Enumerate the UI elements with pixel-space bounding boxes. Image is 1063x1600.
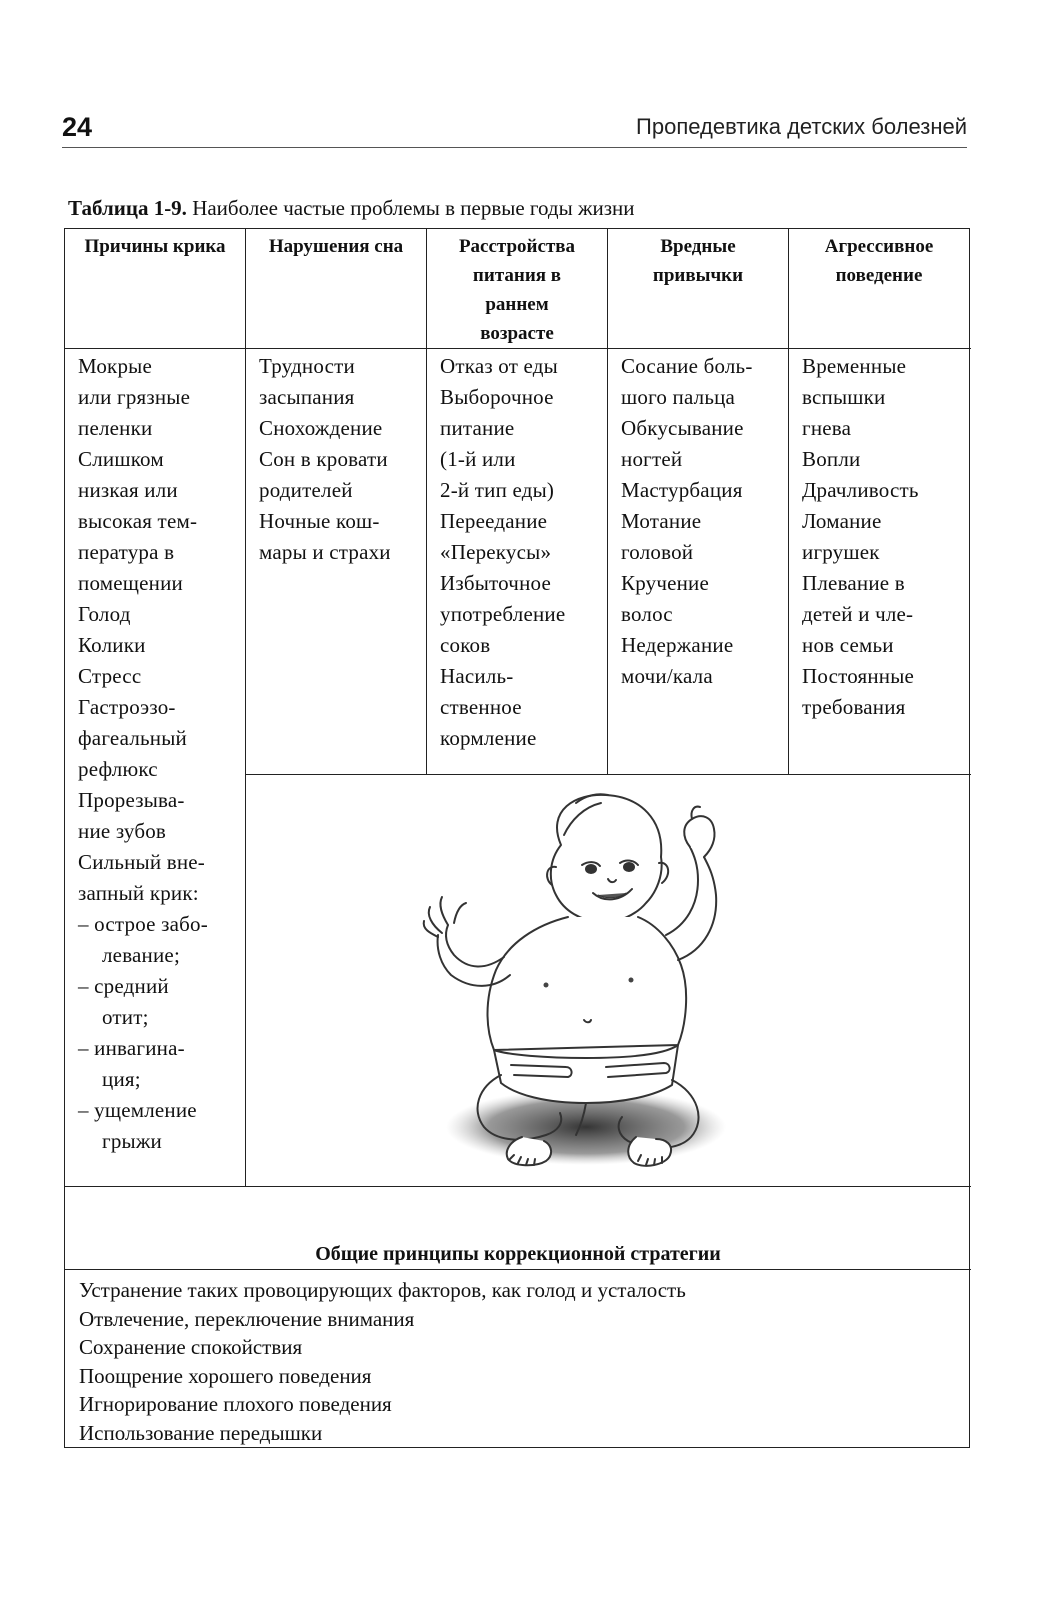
list-item: Голод bbox=[78, 602, 131, 626]
list-item: Драчливость bbox=[802, 478, 919, 502]
col-divider bbox=[426, 229, 427, 775]
list-item: (1-й или bbox=[440, 447, 516, 471]
list-item: детей и чле- bbox=[802, 602, 914, 626]
list-item: Стресс bbox=[78, 664, 142, 688]
column-crying-causes bbox=[78, 351, 208, 1157]
baby-right-arm bbox=[666, 847, 698, 935]
column-bad-habits bbox=[621, 351, 753, 692]
column-feeding-disorders bbox=[440, 351, 565, 754]
list-item: Слишком bbox=[78, 447, 164, 471]
list-item: Обкусывание bbox=[621, 416, 744, 440]
list-item: Отказ от еды bbox=[440, 354, 558, 378]
list-item: гнева bbox=[802, 416, 852, 440]
list-item: ция; bbox=[102, 1067, 141, 1091]
table-caption-label: Таблица 1-9. bbox=[68, 196, 187, 220]
baby-left-arm bbox=[446, 925, 504, 967]
col-divider bbox=[607, 229, 608, 775]
list-item: 2-й тип еды) bbox=[440, 478, 555, 502]
list-item: Снохождение bbox=[259, 416, 383, 440]
running-head: Пропедевтика детских болезней bbox=[636, 114, 967, 139]
strategy-title: Общие принципы коррекционной стратегии bbox=[315, 1243, 721, 1265]
list-item: Кручение bbox=[621, 571, 710, 595]
list-item: мары и страхи bbox=[259, 540, 391, 564]
list-item: шого пальца bbox=[621, 385, 736, 409]
column-aggressive-behavior bbox=[802, 351, 919, 723]
list-item: Ломание bbox=[802, 509, 882, 533]
list-item: Выборочное bbox=[440, 385, 554, 409]
list-item: Использование передышки bbox=[79, 1420, 323, 1445]
header-crying-causes: Причины крика bbox=[84, 236, 226, 257]
list-item: родителей bbox=[259, 478, 353, 502]
list-item: запный крик: bbox=[78, 881, 199, 905]
list-item: Гастроэзо- bbox=[78, 695, 176, 719]
list-item: Поощрение хорошего поведения bbox=[79, 1363, 372, 1388]
list-item: мочи/кала bbox=[621, 664, 713, 688]
list-item: пеленки bbox=[78, 416, 153, 440]
list-item: Мотание bbox=[621, 509, 702, 533]
list-item: ственное bbox=[440, 695, 522, 719]
header-bad-habits: Вредные привычки bbox=[652, 236, 744, 286]
list-item: питание bbox=[440, 416, 515, 440]
list-item: пература в bbox=[78, 540, 175, 564]
list-item: Колики bbox=[78, 633, 146, 657]
header-rule bbox=[62, 147, 967, 148]
baby-head bbox=[551, 795, 662, 922]
list-item: головой bbox=[621, 540, 694, 564]
list-item: соков bbox=[440, 633, 491, 657]
list-item: Насиль- bbox=[440, 664, 514, 688]
problems-table bbox=[64, 228, 970, 1448]
list-item: ногтей bbox=[621, 447, 683, 471]
list-item: отит; bbox=[102, 1005, 149, 1029]
list-item: «Перекусы» bbox=[440, 540, 552, 564]
strategy-list bbox=[79, 1276, 686, 1447]
list-item: – инвагина- bbox=[78, 1036, 185, 1060]
col-divider bbox=[788, 229, 789, 775]
list-item: – острое забо- bbox=[78, 912, 208, 936]
strategy-title-divider bbox=[65, 1269, 971, 1270]
header-row-divider bbox=[65, 348, 971, 349]
illustration-bottom-divider bbox=[65, 1186, 971, 1187]
list-item: Сон в кровати bbox=[259, 447, 388, 471]
list-item: Устранение таких провоцирующих факторов, как голод и усталость bbox=[79, 1278, 686, 1302]
seated-baby-illustration bbox=[246, 775, 970, 1186]
page-number: 24 bbox=[62, 112, 93, 142]
list-item: Сильный вне- bbox=[78, 850, 206, 874]
list-item: Избыточное bbox=[440, 571, 551, 595]
header-aggressive-behavior: Агрессивное поведение bbox=[824, 236, 934, 286]
table-caption bbox=[68, 196, 634, 221]
list-item: фагеальный bbox=[78, 726, 187, 750]
list-item: рефлюкс bbox=[78, 757, 158, 781]
list-item: употребление bbox=[440, 602, 566, 626]
list-item: Ночные кош- bbox=[259, 509, 380, 533]
list-item: засыпания bbox=[259, 385, 355, 409]
header-feeding-disorders: Расстройства питания в раннем возрасте bbox=[458, 236, 576, 344]
list-item: кормление bbox=[440, 726, 537, 750]
list-item: волос bbox=[621, 602, 673, 626]
list-item: – средний bbox=[78, 974, 169, 998]
list-item: высокая тем- bbox=[78, 509, 198, 533]
table-caption-text: Наиболее частые проблемы в первые годы жизни bbox=[192, 196, 635, 220]
baby-torso bbox=[488, 917, 687, 1050]
list-item: Вопли bbox=[802, 447, 861, 471]
list-item: Плевание в bbox=[802, 571, 905, 595]
list-item: помещении bbox=[78, 571, 183, 595]
list-item: нов семьи bbox=[802, 633, 894, 657]
list-item: или грязные bbox=[78, 385, 191, 409]
list-item: Недержание bbox=[621, 633, 734, 657]
list-item: – ущемление bbox=[78, 1098, 197, 1122]
list-item: низкая или bbox=[78, 478, 178, 502]
list-item: Отвлечение, переключение внимания bbox=[79, 1306, 415, 1331]
list-item: Сохранение спокойствия bbox=[79, 1335, 303, 1359]
list-item: Мокрые bbox=[78, 354, 152, 378]
list-item: Сосание боль- bbox=[621, 354, 753, 378]
list-item: ние зубов bbox=[78, 819, 167, 843]
list-item: вспышки bbox=[802, 385, 886, 409]
list-item: Трудности bbox=[259, 354, 355, 378]
list-item: требования bbox=[802, 695, 906, 719]
list-item: игрушек bbox=[802, 540, 880, 564]
list-item: грыжи bbox=[102, 1129, 162, 1153]
header-sleep-disorders: Нарушения сна bbox=[268, 236, 404, 257]
list-item: Прорезыва- bbox=[78, 788, 185, 812]
list-item: Переедание bbox=[440, 509, 548, 533]
list-item: левание; bbox=[102, 943, 180, 967]
list-item: Постоянные bbox=[802, 664, 915, 688]
list-item: Временные bbox=[802, 354, 907, 378]
list-item: Мастурбация bbox=[621, 478, 743, 502]
column-sleep-disorders bbox=[259, 351, 391, 568]
list-item: Игнорирование плохого поведения bbox=[79, 1392, 392, 1416]
